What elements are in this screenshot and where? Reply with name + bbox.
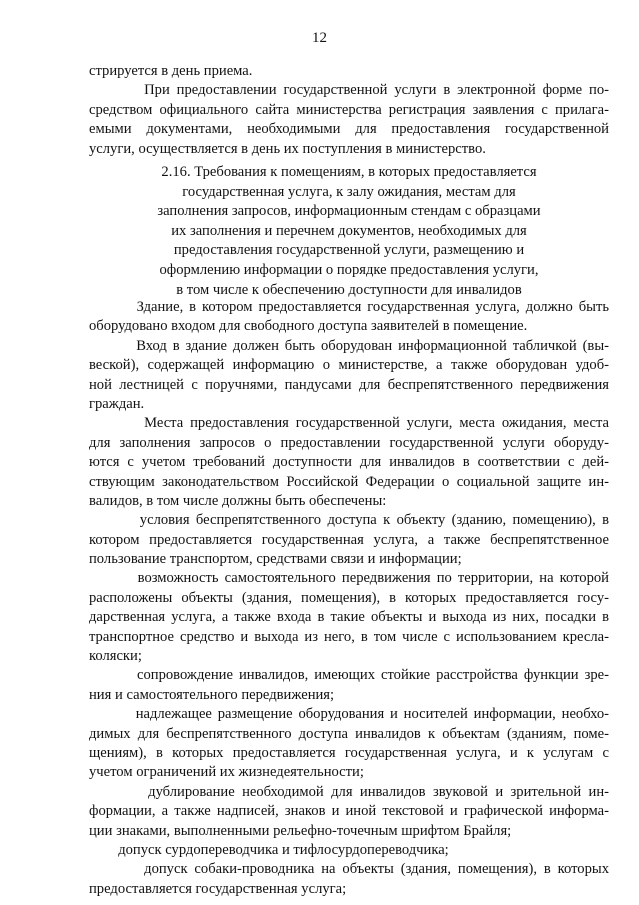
text-line: ствующим законодательством Российской Федерации о социальной защите ин- — [89, 473, 609, 490]
text-line: условия беспрепятственного доступа к объекту (зданию, помещению), в — [89, 512, 609, 529]
intro-paragraphs — [89, 62, 609, 159]
text-line: ции знаками, выполненными рельефно-точечным шрифтом Брайля; — [89, 822, 512, 839]
text-line: пользование транспортом, средствами связи и информации; — [89, 551, 462, 568]
heading-line: 2.16. Требования к помещениям, в которых предоставляется — [161, 164, 537, 180]
text-line: Здание, в котором предоставляется государственная услуга, должно быть — [89, 299, 609, 315]
text-line: оборудовано входом для свободного доступа заявителей в помещение. — [89, 318, 528, 335]
text-line: При предоставлении государственной услуги в электронной форме по- — [89, 82, 609, 99]
section-heading — [89, 163, 609, 300]
heading-line: оформлению информации о порядке предоставления услуги, — [159, 261, 539, 278]
heading-line: предоставления государственной услуги, размещению и — [173, 242, 525, 259]
heading-line: государственная услуга, к залу ожидания, местам для — [182, 183, 516, 200]
text-line: учетом ограничений их жизнедеятельности; — [89, 764, 364, 781]
page-number: 12 — [312, 30, 327, 46]
text-line: Вход в здание должен быть оборудован информационной табличкой (вы- — [89, 337, 609, 354]
text-line: возможность самостоятельного передвижения по территории, на которой — [89, 570, 609, 587]
text-line: димых для беспрепятственного доступа инвалидов к объектам (зданиям, поме- — [89, 725, 609, 742]
text-line: ются с учетом требований доступности для инвалидов в соответствии с дей- — [89, 454, 609, 471]
heading-line: в том числе к обеспечению доступности для инвалидов — [176, 281, 522, 298]
text-line: щениям), в которых предоставляется государственная услуга, и к услугам с — [89, 744, 609, 761]
text-line: предоставляется государственная услуга; — [89, 880, 347, 897]
body-paragraphs — [89, 298, 609, 899]
text-line: допуск собаки-проводника на объекты (здания, помещения), в которых — [89, 861, 609, 878]
text-line: граждан. — [89, 395, 145, 412]
text-line: дарственная услуга, а также входа в такие объекты и выхода из них, посадки в — [89, 609, 609, 626]
heading-line: их заполнения и перечнем документов, необходимых для — [171, 222, 527, 239]
text-line: емыми документами, необходимыми для предоставления государственной — [89, 121, 609, 138]
text-line: средством официального сайта министерства регистрация заявления с прилага- — [89, 101, 609, 118]
text-line: допуск сурдопереводчика и тифлосурдопереводчика; — [89, 841, 449, 858]
text-line: надлежащее размещение оборудования и носителей информации, необхо- — [89, 706, 609, 723]
text-line: коляски; — [89, 648, 142, 665]
text-line: сопровождение инвалидов, имеющих стойкие расстройства функции зре- — [89, 667, 609, 684]
text-line: котором предоставляется государственная услуга, а также беспрепятственное — [89, 531, 609, 548]
text-line: транспортное средство и выхода из него, в том числе с использованием кресла- — [89, 628, 609, 645]
text-line: для заполнения запросов о предоставлении государственной услуги оборуду- — [89, 434, 609, 451]
text-line: формации, а также надписей, знаков и иной текстовой и графической информа- — [89, 803, 609, 820]
text-line: валидов, в том числе должны быть обеспечены: — [89, 492, 387, 509]
heading-line: заполнения запросов, информационным стендам с образцами — [157, 203, 541, 220]
text-line: ния и самостоятельного передвижения; — [89, 686, 335, 703]
text-line: стрируется в день приема. — [89, 63, 253, 79]
text-line: дублирование необходимой для инвалидов звуковой и зрительной ин- — [89, 783, 609, 800]
text-line: расположены объекты (здания, помещения), в которых предоставляется госу- — [89, 589, 609, 606]
text-line: веской), содержащей информацию о министерстве, а также оборудован удоб- — [89, 357, 609, 374]
text-line: ной лестницей с поручнями, пандусами для беспрепятственного передвижения — [89, 376, 609, 393]
text-line: Места предоставления государственной услуги, места ожидания, места — [89, 415, 609, 432]
text-line: услуги, осуществляется в день их поступления в министерство. — [89, 140, 486, 157]
